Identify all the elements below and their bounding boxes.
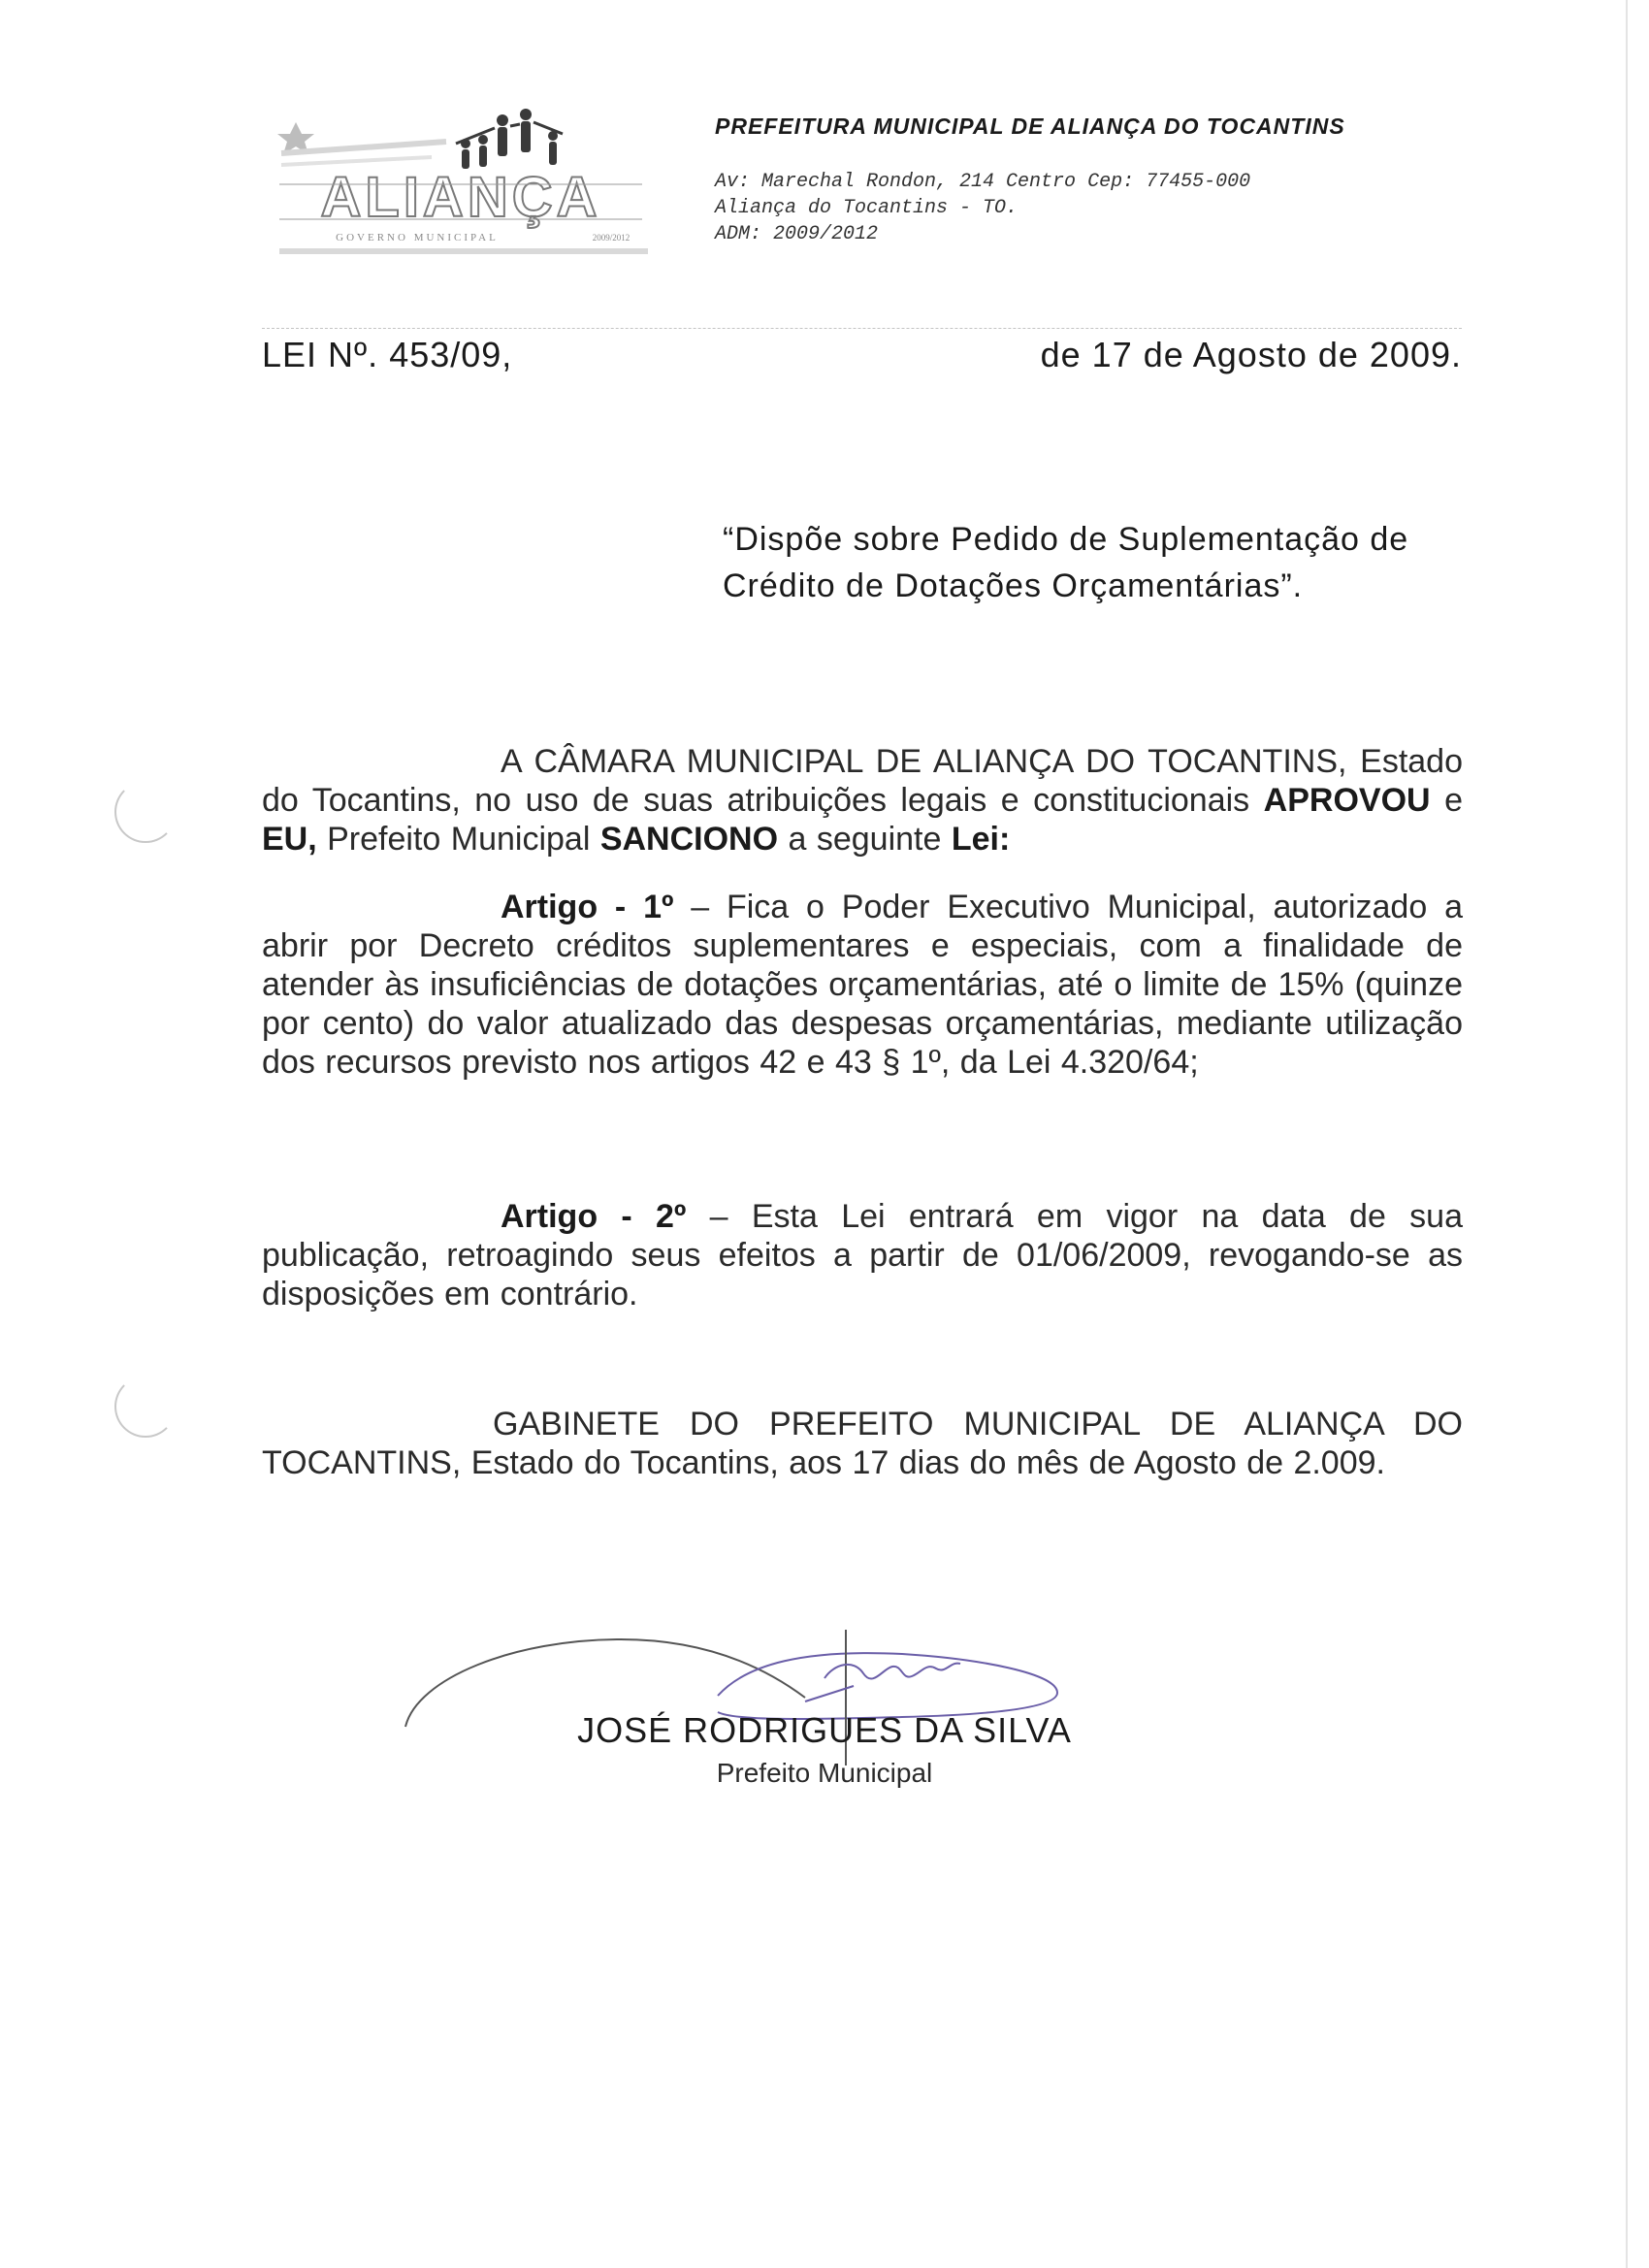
- article-1-text: – Fica o Poder Executivo Municipal, autorizado a abrir por Decreto créditos suplementares e especiais, com a finalidade de atender às insuficiências de dotações orçamentárias, até o limite de 15% (quinze por cento) do valor atualizado das despesas orçamentárias, mediante utilização dos recursos previsto nos artigos 42 e 43 § 1º, da Lei 4.320/64;: [262, 889, 1463, 1081]
- signer-name: JOSÉ RODRIGUES DA SILVA: [577, 1710, 1072, 1750]
- law-keyword: Lei:: [951, 821, 1011, 858]
- article-2-label: Artigo - 2º: [501, 1198, 687, 1235]
- page-edge: [1626, 0, 1628, 2268]
- law-summary: “Dispõe sobre Pedido de Suplementação de Crédito de Dotações Orçamentárias”.: [723, 521, 1409, 604]
- header-divider: [262, 328, 1462, 329]
- enacting-text: Prefeito Municipal: [316, 821, 600, 858]
- letterhead: [715, 113, 1530, 247]
- punch-hole-mark: [114, 781, 177, 843]
- logo-wordmark: ALIANÇA: [320, 166, 601, 229]
- closing-paragraph: [262, 1405, 1463, 1482]
- signer-title: Prefeito Municipal: [716, 1758, 933, 1788]
- logo-years: 2009/2012: [592, 233, 630, 243]
- punch-hole-mark: [114, 1376, 177, 1438]
- law-date: de 17 de Agosto de 2009.: [1040, 335, 1462, 374]
- enacting-text: e: [1430, 782, 1463, 819]
- enacting-clause: [262, 742, 1463, 859]
- address-line: Aliança do Tocantins - TO.: [715, 197, 1018, 219]
- approved-keyword: APROVOU: [1263, 782, 1431, 819]
- letterhead-title: PREFEITURA MUNICIPAL DE ALIANÇA DO TOCANTINS: [715, 113, 1345, 139]
- law-number: LEI Nº. 453/09,: [262, 335, 513, 374]
- enacting-text: a seguinte: [778, 821, 952, 858]
- closing-lead: GABINETE DO PREFEITO MUNICIPAL DE ALIANÇA DO TOCANTINS: [262, 1406, 1463, 1481]
- article-2-text: – Esta Lei entrará em vigor na data de sua publicação, retroagindo seus efeitos a partir de 01/06/2009, revogando-se as disposições em contrário.: [262, 1198, 1463, 1312]
- article-2: [262, 1197, 1463, 1313]
- article-1-label: Artigo - 1º: [501, 889, 674, 925]
- address-line: Av: Marechal Rondon, 214 Centro Cep: 77455-000: [715, 171, 1251, 193]
- closing-text: , Estado do Tocantins, aos 17 dias do mês de Agosto de 2.009.: [451, 1444, 1385, 1481]
- enacting-lead: A CÂMARA MUNICIPAL DE ALIANÇA DO TOCANTINS: [501, 743, 1339, 780]
- address-line: ADM: 2009/2012: [715, 223, 879, 245]
- article-1: [262, 888, 1463, 1082]
- eu-keyword: EU,: [262, 821, 317, 858]
- sanction-keyword: SANCIONO: [599, 821, 779, 858]
- municipal-logo: [262, 105, 660, 260]
- enacting-text: , Estado do Tocantins, no uso de suas atribuições legais e constitucionais: [262, 743, 1463, 819]
- logo-subtitle: GOVERNO MUNICIPAL: [336, 232, 499, 243]
